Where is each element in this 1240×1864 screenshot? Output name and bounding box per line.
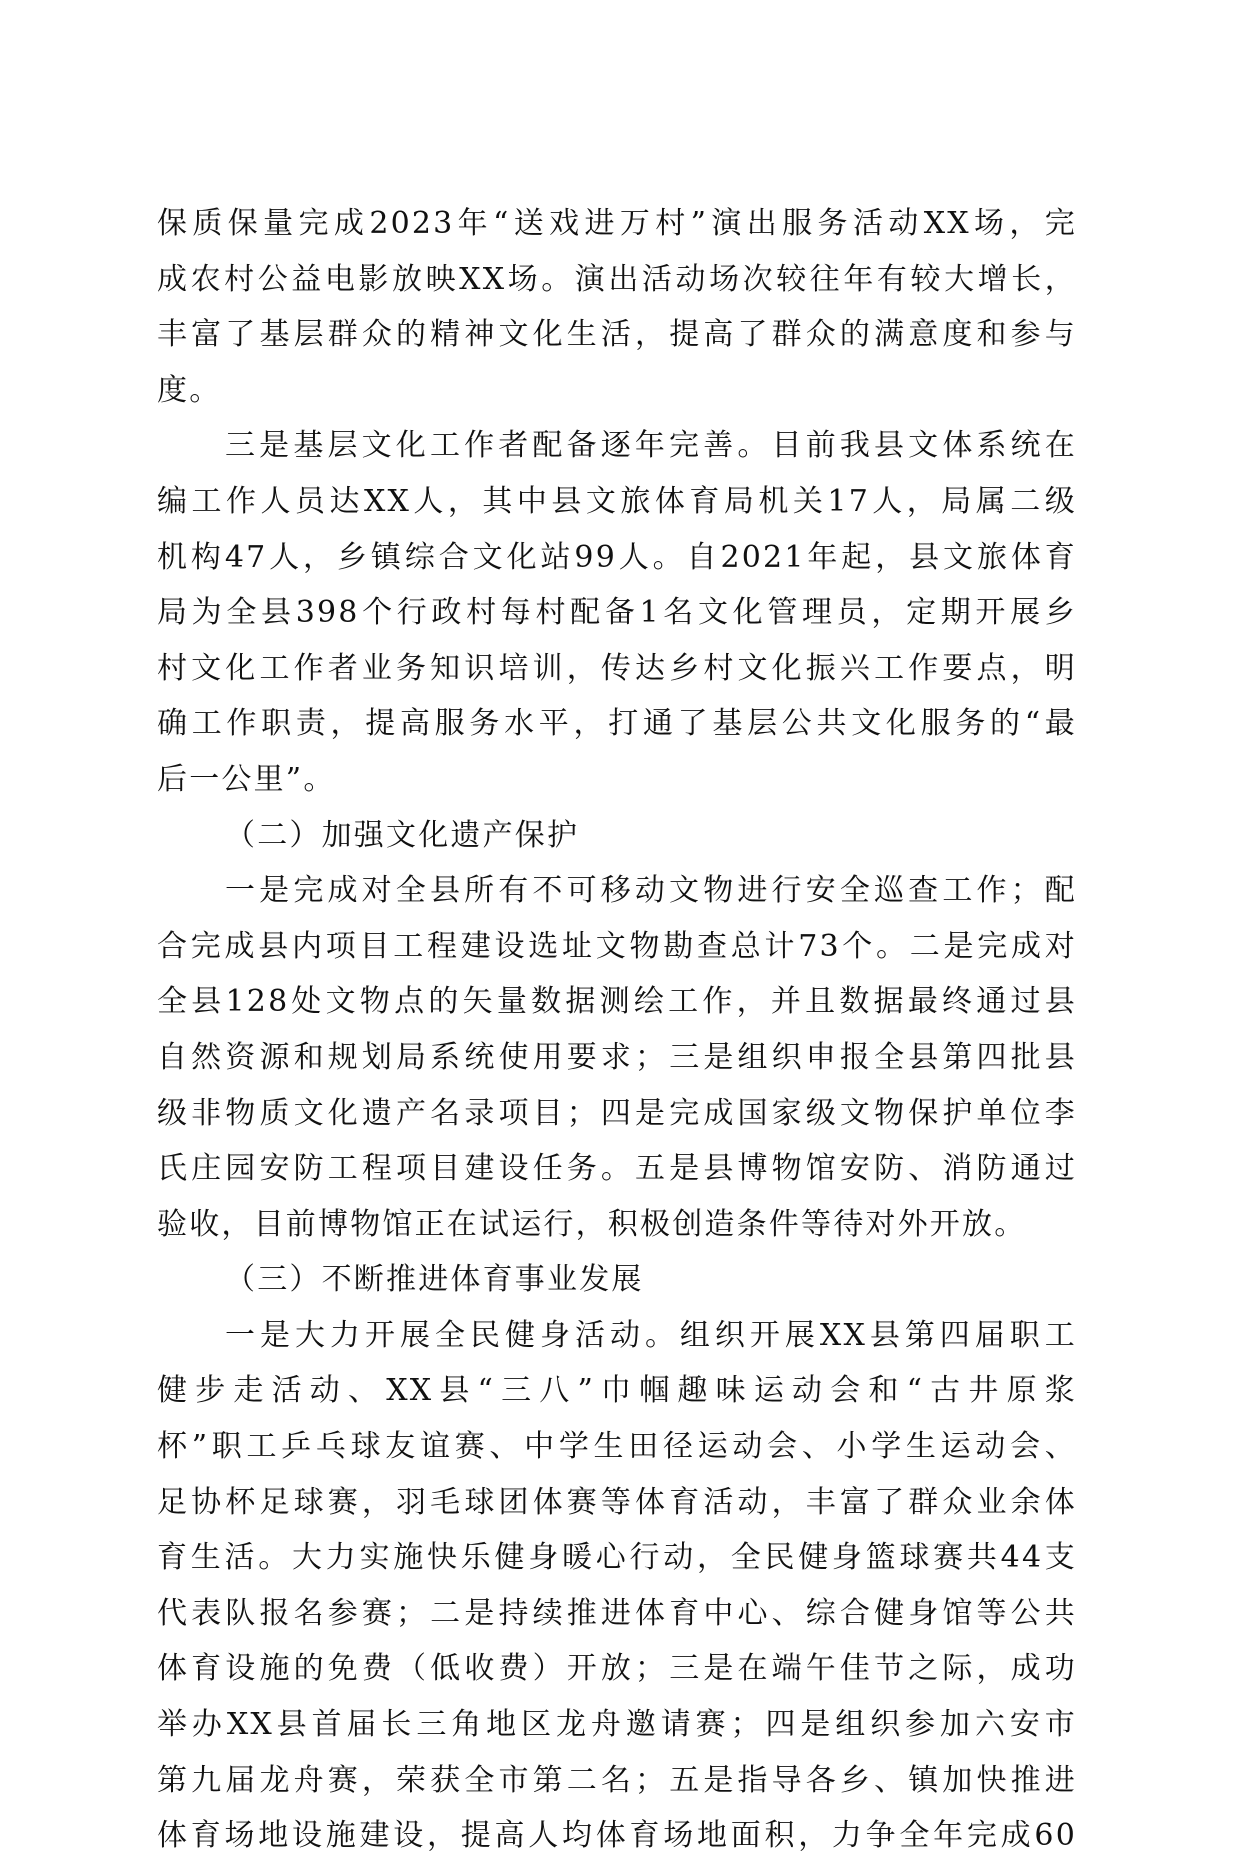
text-line: 全县128处文物点的矢量数据测绘工作，并且数据最终通过县: [157, 984, 1077, 1020]
text-line: 体育场地设施建设，提高人均体育场地面积，力争全年完成60: [157, 1818, 1077, 1854]
text-line: 体育设施的免费（低收费）开放；三是在端午佳节之际，成功: [157, 1651, 1077, 1687]
text-line: 村文化工作者业务知识培训，传达乡村文化振兴工作要点，明: [157, 650, 1077, 686]
text-line: 度。: [157, 372, 222, 408]
text-line: 自然资源和规划局系统使用要求；三是组织申报全县第四批县: [157, 1039, 1077, 1075]
text-line: 合完成县内项目工程建设选址文物勘查总计73个。二是完成对: [157, 928, 1077, 964]
text-line: 健步走活动、XX县“三八”巾帼趣味运动会和“古井原浆: [157, 1373, 1077, 1409]
paragraph-heritage-protection: [157, 863, 1077, 1252]
text-line: 氏庄园安防工程项目建设任务。五是县博物馆安防、消防通过: [157, 1151, 1077, 1187]
section-heading-sports: （三）不断推进体育事业发展: [225, 1262, 644, 1298]
text-line: 确工作职责，提高服务水平，打通了基层公共文化服务的“最: [157, 706, 1077, 742]
text-line: 级非物质文化遗产名录项目；四是完成国家级文物保护单位李: [157, 1095, 1077, 1131]
text-line: 验收，目前博物馆正在试运行，积极创造条件等待对外开放。: [157, 1206, 1027, 1242]
text-line: 一是大力开展全民健身活动。组织开展XX县第四届职工: [225, 1317, 1077, 1353]
paragraph-sports-development: [157, 1308, 1077, 1864]
text-line: 育生活。大力实施快乐健身暖心行动，全民健身篮球赛共44支: [157, 1540, 1077, 1576]
paragraph-performances: [157, 196, 1077, 418]
paragraph-cultural-workers: [157, 418, 1077, 807]
text-line: 丰富了基层群众的精神文化生活，提高了群众的满意度和参与: [157, 317, 1077, 353]
text-line: 编工作人员达XX人，其中县文旅体育局机关17人，局属二级: [157, 483, 1077, 519]
document-body: [157, 196, 1077, 1864]
text-line: 局为全县398个行政村每村配备1名文化管理员，定期开展乡: [157, 595, 1077, 631]
text-line: 成农村公益电影放映XX场。演出活动场次较往年有较大增长，: [157, 261, 1077, 297]
text-line: 后一公里”。: [157, 761, 336, 797]
text-line: 保质保量完成2023年“送戏进万村”演出服务活动XX场，完: [157, 206, 1077, 241]
text-line: 第九届龙舟赛，荣获全市第二名；五是指导各乡、镇加快推进: [157, 1762, 1077, 1798]
text-line: 机构47人，乡镇综合文化站99人。自2021年起，县文旅体育: [157, 539, 1077, 575]
text-line: 举办XX县首届长三角地区龙舟邀请赛；四是组织参加六安市: [157, 1707, 1077, 1743]
text-line: 一是完成对全县所有不可移动文物进行安全巡查工作；配: [225, 873, 1077, 909]
text-line: 代表队报名参赛；二是持续推进体育中心、综合健身馆等公共: [157, 1595, 1077, 1631]
text-line: 足协杯足球赛，羽毛球团体赛等体育活动，丰富了群众业余体: [157, 1484, 1077, 1520]
section-heading-heritage: （二）加强文化遗产保护: [225, 817, 580, 853]
text-line: 三是基层文化工作者配备逐年完善。目前我县文体系统在: [225, 428, 1077, 464]
text-line: 杯”职工乒乓球友谊赛、中学生田径运动会、小学生运动会、: [157, 1429, 1077, 1465]
